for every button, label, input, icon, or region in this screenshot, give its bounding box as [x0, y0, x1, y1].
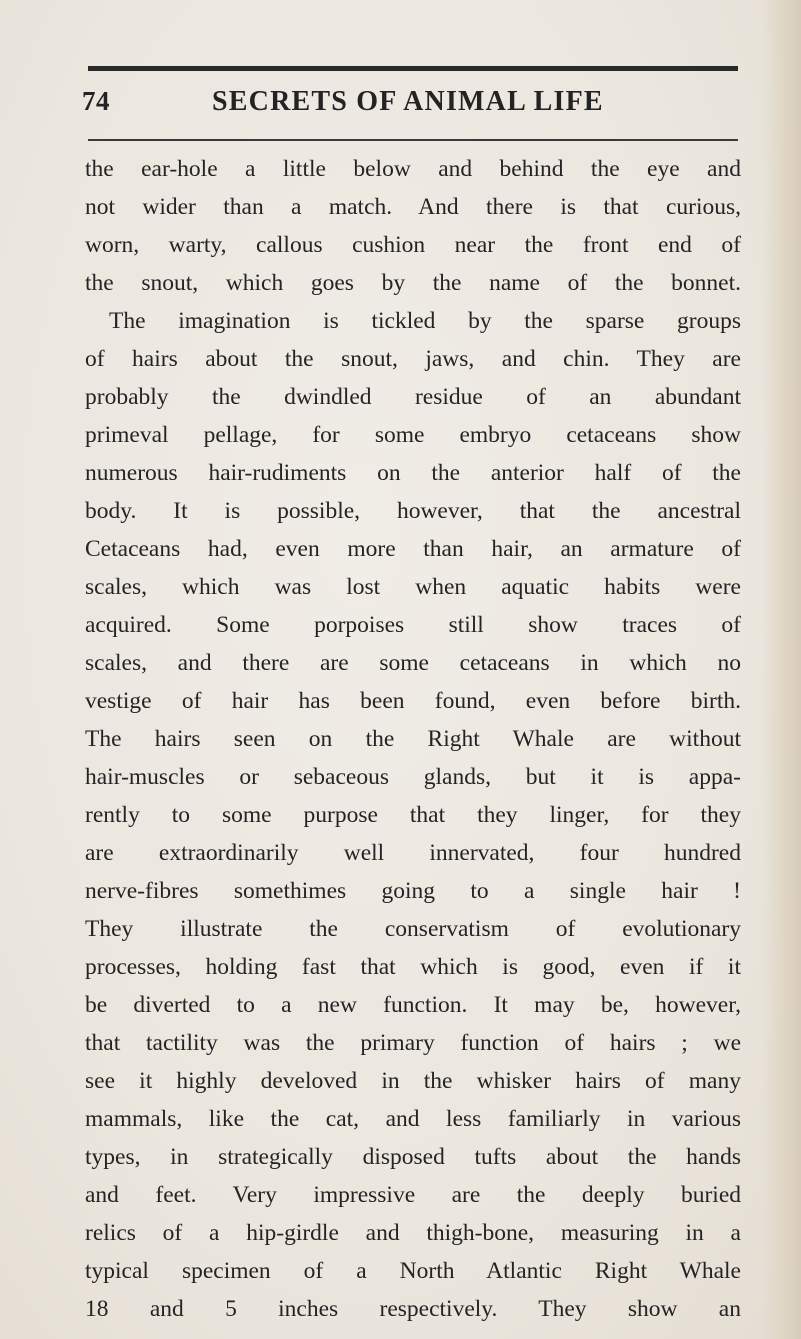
- text-line: scales, and there are some cetaceans in which no: [85, 650, 741, 676]
- body-text: [85, 150, 741, 1328]
- text-line: that tactility was the primary function of hairs ; we: [85, 1030, 741, 1056]
- text-line: hair-muscles or sebaceous glands, but it is appa-: [85, 764, 741, 790]
- page-edge-shadow: [761, 0, 801, 1339]
- text-line: primeval pellage, for some embryo cetaceans show: [85, 422, 741, 448]
- text-line: worn, warty, callous cushion near the front end of: [85, 232, 741, 258]
- text-line: 18 and 5 inches respectively. They show an: [85, 1296, 741, 1322]
- text-line: mammals, like the cat, and less familiarly in various: [85, 1106, 741, 1132]
- text-line: not wider than a match. And there is that curious,: [85, 194, 741, 220]
- text-line: acquired. Some porpoises still show traces of: [85, 612, 741, 638]
- text-line: vestige of hair has been found, even before birth.: [85, 688, 741, 714]
- text-line: body. It is possible, however, that the ancestral: [85, 498, 741, 524]
- text-line: nerve-fibres somethimes going to a single hair !: [85, 878, 741, 904]
- text-line: rently to some purpose that they linger, for they: [85, 802, 741, 828]
- text-line: be diverted to a new function. It may be, however,: [85, 992, 741, 1018]
- text-line: probably the dwindled residue of an abundant: [85, 384, 741, 410]
- text-line: of hairs about the snout, jaws, and chin. They are: [85, 346, 741, 372]
- text-line: The imagination is tickled by the sparse groups: [109, 308, 741, 334]
- top-rule: [88, 66, 738, 71]
- text-line: see it highly develoved in the whisker hairs of many: [85, 1068, 741, 1094]
- text-line: The hairs seen on the Right Whale are without: [85, 726, 741, 752]
- text-line: are extraordinarily well innervated, four hundred: [85, 840, 741, 866]
- text-line: the snout, which goes by the name of the bonnet.: [85, 270, 741, 296]
- text-line: types, in strategically disposed tufts about the hands: [85, 1144, 741, 1170]
- text-line: and feet. Very impressive are the deeply buried: [85, 1182, 741, 1208]
- page-number: 74: [82, 86, 110, 116]
- text-line: typical specimen of a North Atlantic Right Whale: [85, 1258, 741, 1284]
- header-rule: [88, 139, 738, 141]
- text-line: relics of a hip-girdle and thigh-bone, measuring in a: [85, 1220, 741, 1246]
- text-line: scales, which was lost when aquatic habits were: [85, 574, 741, 600]
- text-line: processes, holding fast that which is good, even if it: [85, 954, 741, 980]
- text-line: numerous hair-rudiments on the anterior half of the: [85, 460, 741, 486]
- text-line: the ear-hole a little below and behind the eye and: [85, 156, 741, 182]
- text-line: Cetaceans had, even more than hair, an armature of: [85, 536, 741, 562]
- running-title: SECRETS OF ANIMAL LIFE: [212, 86, 604, 117]
- page-header: [82, 86, 742, 126]
- text-line: They illustrate the conservatism of evolutionary: [85, 916, 741, 942]
